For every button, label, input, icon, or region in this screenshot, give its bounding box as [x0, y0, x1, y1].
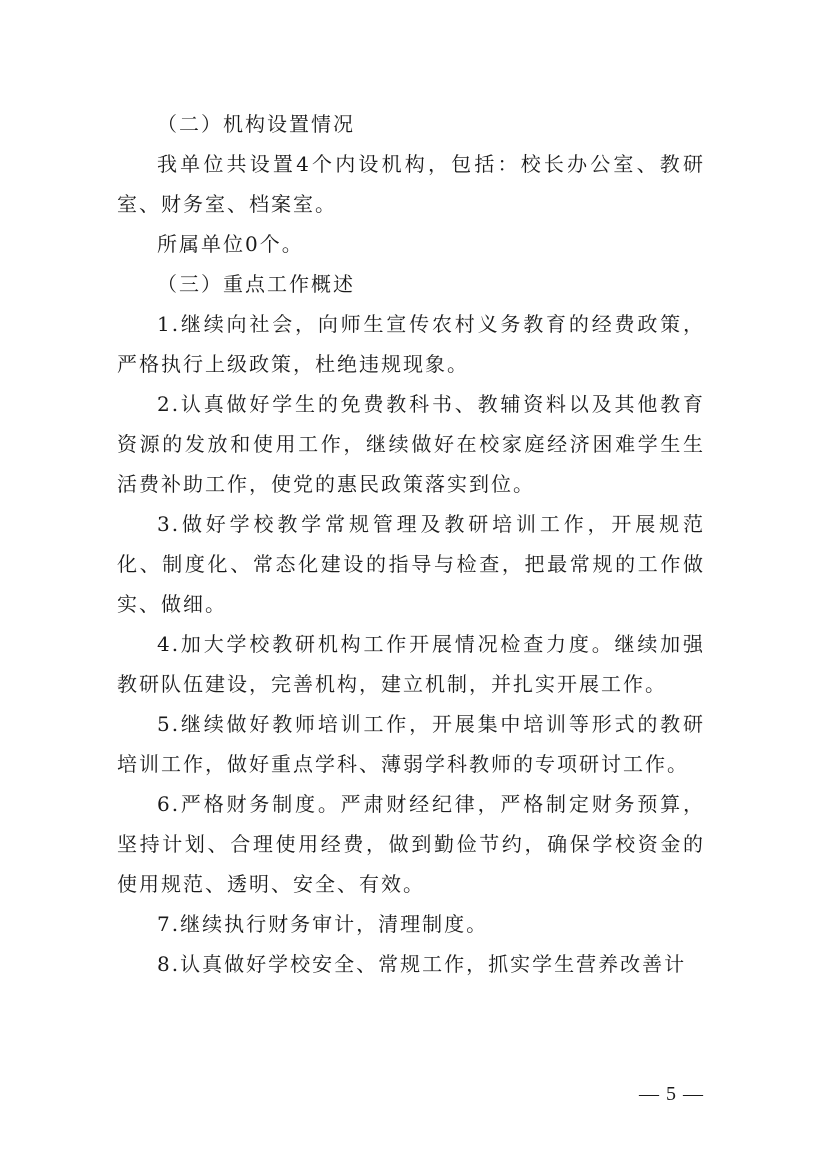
- section-heading-organization: （二）机构设置情况: [157, 112, 355, 136]
- paragraph-internal-departments: 我单位共设置4个内设机构，包括：校长办公室、教研室、财务室、档案室。: [117, 152, 705, 216]
- page-number: — 5 —: [639, 1083, 704, 1105]
- document-body: [117, 104, 705, 984]
- paragraph-item-8: 8.认真做好学校安全、常规工作，抓实学生营养改善计: [157, 952, 687, 976]
- paragraph-item-2: 2.认真做好学生的免费教科书、教辅资料以及其他教育资源的发放和使用工作，继续做好在校家庭经济困难学生生活费补助工作，使党的惠民政策落实到位。: [117, 392, 705, 496]
- paragraph-item-7: 7.继续执行财务审计，清理制度。: [157, 912, 489, 936]
- paragraph-item-1: 1.继续向社会，向师生宣传农村义务教育的经费政策，严格执行上级政策，杜绝违规现象。: [117, 312, 705, 376]
- paragraph-item-4: 4.加大学校教研机构工作开展情况检查力度。继续加强教研队伍建设，完善机构，建立机制，并扎实开展工作。: [117, 632, 705, 696]
- paragraph-subordinate-units: 所属单位0个。: [157, 232, 304, 256]
- paragraph-item-5: 5.继续做好教师培训工作，开展集中培训等形式的教研培训工作，做好重点学科、薄弱学科教师的专项研讨工作。: [117, 712, 705, 776]
- section-heading-key-work: （三）重点工作概述: [157, 272, 355, 296]
- paragraph-item-6: 6.严格财务制度。严肃财经纪律，严格制定财务预算，坚持计划、合理使用经费，做到勤俭节约，确保学校资金的使用规范、透明、安全、有效。: [117, 792, 705, 896]
- paragraph-item-3: 3.做好学校教学常规管理及教研培训工作，开展规范化、制度化、常态化建设的指导与检查，把最常规的工作做实、做细。: [117, 512, 705, 616]
